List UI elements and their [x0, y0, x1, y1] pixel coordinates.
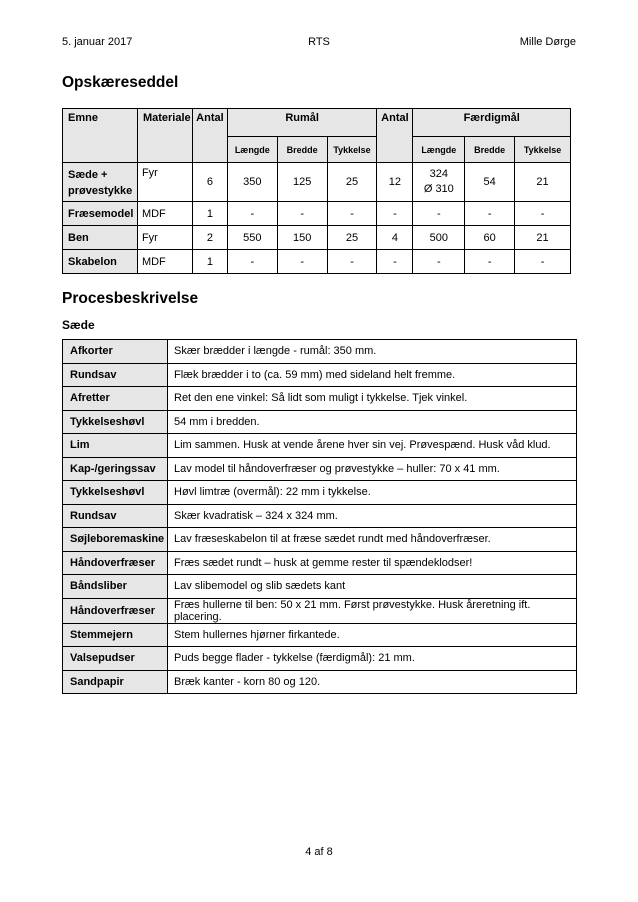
cut-list-table — [62, 108, 571, 274]
cell-rumaal-laengde: 550 — [227, 226, 277, 250]
cell-antal: 2 — [192, 226, 227, 250]
cell-rumaal-tykkelse: - — [327, 250, 377, 274]
cell-faerdig-laengde — [413, 163, 465, 202]
cell-antal-2: - — [377, 250, 413, 274]
process-step-tool: Sandpapir — [63, 670, 168, 694]
cell-rumaal-bredde: 150 — [277, 226, 327, 250]
cell-faerdig-bredde: - — [465, 250, 515, 274]
cell-materiale: Fyr — [137, 226, 192, 250]
cell-antal: 1 — [192, 202, 227, 226]
cell-faerdig-tykkelse: - — [515, 202, 571, 226]
process-step-tool: Valsepudser — [63, 647, 168, 671]
cell-materiale: MDF — [137, 202, 192, 226]
cell-faerdig-bredde: - — [465, 202, 515, 226]
process-row — [63, 504, 577, 528]
process-step-description: Høvl limtræ (overmål): 22 mm i tykkelse. — [168, 481, 577, 505]
col-header-materiale: Materiale — [137, 109, 192, 163]
process-step-tool: Stemmejern — [63, 623, 168, 647]
header-author: Mille Dørge — [519, 36, 576, 48]
process-step-tool: Afretter — [63, 387, 168, 411]
process-row — [63, 434, 577, 458]
process-step-description: Stem hullernes hjørner firkantede. — [168, 623, 577, 647]
subheader-faerdig-bredde: Bredde — [465, 137, 515, 163]
cell-rumaal-laengde: - — [227, 250, 277, 274]
page-header — [62, 36, 576, 52]
cell-faerdig-laengde: 500 — [413, 226, 465, 250]
col-header-emne: Emne — [63, 109, 138, 163]
page-number: 4 af 8 — [305, 846, 333, 858]
cell-faerdig-tykkelse: 21 — [515, 226, 571, 250]
header-center: RTS — [308, 36, 330, 48]
cell-emne: Fræsemodel — [63, 202, 138, 226]
cell-faerdig-laengde: - — [413, 202, 465, 226]
process-step-description: Bræk kanter - korn 80 og 120. — [168, 670, 577, 694]
process-step-description: Puds begge flader - tykkelse (færdigmål): 21 mm. — [168, 647, 577, 671]
subheader-rumaal-tykkelse: Tykkelse — [327, 137, 377, 163]
process-row — [63, 575, 577, 599]
cell-rumaal-laengde: 350 — [227, 163, 277, 202]
table-row — [63, 226, 571, 250]
cell-antal-2: 4 — [377, 226, 413, 250]
process-table — [62, 339, 577, 694]
cell-rumaal-bredde: 125 — [277, 163, 327, 202]
subheader-faerdig-tykkelse: Tykkelse — [515, 137, 571, 163]
cell-antal-2: - — [377, 202, 413, 226]
cell-faerdig-bredde: 60 — [465, 226, 515, 250]
process-row — [63, 670, 577, 694]
cell-emne: Skabelon — [63, 250, 138, 274]
cell-antal: 1 — [192, 250, 227, 274]
process-row — [63, 387, 577, 411]
process-step-tool: Rundsav — [63, 363, 168, 387]
process-row — [63, 551, 577, 575]
process-step-tool: Kap-/geringssav — [63, 457, 168, 481]
cell-rumaal-bredde: - — [277, 202, 327, 226]
section-title-process: Procesbeskrivelse — [62, 290, 199, 307]
process-row — [63, 528, 577, 552]
process-step-tool: Håndoverfræser — [63, 551, 168, 575]
process-step-description: Skær brædder i længde - rumål: 350 mm. — [168, 340, 577, 364]
process-row — [63, 363, 577, 387]
process-step-description: Lav fræseskabelon til at fræse sædet rundt med håndoverfræser. — [168, 528, 577, 552]
process-step-tool: Båndsliber — [63, 575, 168, 599]
process-row — [63, 623, 577, 647]
cell-rumaal-tykkelse: 25 — [327, 226, 377, 250]
cell-rumaal-bredde: - — [277, 250, 327, 274]
header-date: 5. januar 2017 — [62, 36, 133, 48]
process-step-description: Lim sammen. Husk at vende årene hver sin vej. Prøvespænd. Husk våd klud. — [168, 434, 577, 458]
cell-emne: Sæde + prøvestykke — [63, 163, 138, 202]
process-step-tool: Rundsav — [63, 504, 168, 528]
subsection-title-saede: Sæde — [62, 318, 95, 332]
cell-antal: 6 — [192, 163, 227, 202]
process-row — [63, 647, 577, 671]
process-step-description: Lav model til håndoverfræser og prøvestykke – huller: 70 x 41 mm. — [168, 457, 577, 481]
process-row — [63, 457, 577, 481]
cell-faerdig-laengde: - — [413, 250, 465, 274]
cell-faerdig-bredde: 54 — [465, 163, 515, 202]
process-step-description: Lav slibemodel og slib sædets kant — [168, 575, 577, 599]
cell-faerdig-tykkelse: 21 — [515, 163, 571, 202]
process-step-tool: Lim — [63, 434, 168, 458]
cell-rumaal-tykkelse: 25 — [327, 163, 377, 202]
process-step-tool: Tykkelseshøvl — [63, 410, 168, 434]
process-step-description: Fræs sædet rundt – husk at gemme rester til spændeklodser! — [168, 551, 577, 575]
process-step-description: Fræs hullerne til ben: 50 x 21 mm. Først prøvestykke. Husk åreretning ift. placering. — [168, 598, 577, 623]
cell-faerdig-laengde-line1: 324 — [429, 168, 448, 180]
cell-faerdig-laengde-line2: Ø 310 — [423, 183, 454, 195]
process-row — [63, 598, 577, 623]
process-step-description: Skær kvadratisk – 324 x 324 mm. — [168, 504, 577, 528]
cell-materiale: MDF — [137, 250, 192, 274]
table-row — [63, 250, 571, 274]
process-step-description: 54 mm i bredden. — [168, 410, 577, 434]
process-step-description: Ret den ene vinkel: Så lidt som muligt i tykkelse. Tjek vinkel. — [168, 387, 577, 411]
col-header-rumaal: Rumål — [227, 109, 377, 137]
col-header-faerdigmaal: Færdigmål — [413, 109, 571, 137]
cell-faerdig-tykkelse: - — [515, 250, 571, 274]
table-row — [63, 202, 571, 226]
cell-antal-2: 12 — [377, 163, 413, 202]
section-title-cutlist: Opskæreseddel — [62, 74, 179, 91]
subheader-faerdig-laengde: Længde — [413, 137, 465, 163]
process-step-tool: Søjleboremaskine — [63, 528, 168, 552]
subheader-rumaal-bredde: Bredde — [277, 137, 327, 163]
cell-rumaal-tykkelse: - — [327, 202, 377, 226]
cell-emne: Ben — [63, 226, 138, 250]
subheader-rumaal-laengde: Længde — [227, 137, 277, 163]
process-row — [63, 481, 577, 505]
process-step-description: Flæk brædder i to (ca. 59 mm) med sideland helt fremme. — [168, 363, 577, 387]
process-step-tool: Tykkelseshøvl — [63, 481, 168, 505]
table-row — [63, 163, 571, 202]
col-header-antal-2: Antal — [377, 109, 413, 163]
cell-materiale: Fyr — [137, 163, 192, 202]
process-row — [63, 340, 577, 364]
col-header-antal: Antal — [192, 109, 227, 163]
process-step-tool: Håndoverfræser — [63, 598, 168, 623]
cell-rumaal-laengde: - — [227, 202, 277, 226]
process-step-tool: Afkorter — [63, 340, 168, 364]
process-row — [63, 410, 577, 434]
